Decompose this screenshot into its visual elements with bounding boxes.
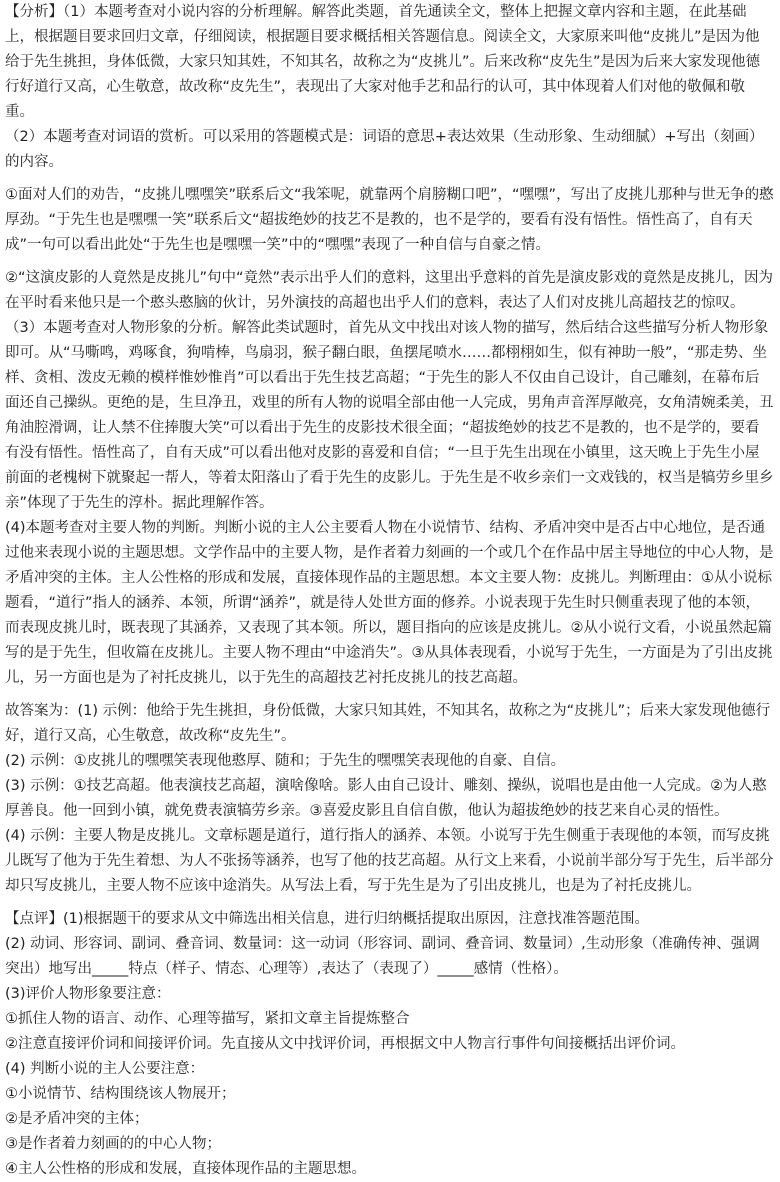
analysis-paragraph-5: （3）本题考查对人物形象的分析。解答此类试题时，首先从文中找出对该人物的描写，然后结合这些描写分析人物形象即可。从“马嘶鸣，鸡啄食，狗啃棒，鸟扇羽，猴子翻白眼，鱼摆尾喷水……都栩栩如生，似有神助一般”，“那走势、坐样、贪相、泼皮无赖的模样惟妙惟肖”可以看出于先生技艺高超；“于先生的影人不仅由自己设计，自己雕刻，在幕布后面还自己操纵。更绝的是，生旦净丑，戏里的所有人物的说唱全部由他一人完成，男角声音浑厚敞亮，女角清婉柔美，丑角油腔滑调，让人禁不住捧腹大笑”可以看出于先生的皮影技术很全面；“超拔绝妙的技艺不是教的，也不是学的，要看有没有悟性。悟性高了，自有天成”可以看出他对皮影的喜爱和自信；“一旦于先生出现在小镇里，这天晚上于先生小屋前面的老槐树下就聚起一帮人，等着太阳落山了看于先生的皮影儿。于先生是不收乡亲们一文戏钱的，权当是犒劳乡里乡亲”体现了于先生的淳朴。据此理解作答。 [5,320,774,511]
section-gap [5,691,774,699]
comment-line-7: ①小说情节、结构围绕该人物展开； [5,1086,236,1102]
comment-line-10: ④主人公性格的形成和发展，直接体现作品的主题思想。 [5,1161,366,1177]
answer-2: (2) 示例：①皮挑儿的嘿嘿笑表现他憨厚、随和；于先生的嘿嘿笑表现他的自豪、自信。 [5,753,566,769]
analysis-section [5,0,774,691]
comment-line-4: ①抓住人物的语言、动作、心理等描写，紧扣文章主旨提炼整合 [5,1011,410,1027]
section-gap [5,899,774,907]
answers-section [5,699,774,899]
answer-3: (3) 示例：①技艺高超。他表演技艺高超，演啥像啥。影人由自己设计、雕刻、操纵，说唱也是由他一人完成。②为人憨厚善良。他一回到小镇，就免费表演犒劳乡亲。③喜爱皮影且自信自傲，他认为超拔绝妙的技艺来自心灵的悟性。 [5,778,767,819]
paragraph-gap [5,258,774,266]
answer-4: (4) 示例：主要人物是皮挑儿。文章标题是道行，道行指人的涵养、本领。小说写于先生侧重于表现他的本领，而写皮挑儿既写了他为于先生着想、为人不张扬等涵养，也写了他的技艺高超。从行文上来看，小说前半部分写于先生，后半部分却只写皮挑儿，主要人物不应该中途消失。从写法上看，写于先生是为了引出皮挑儿，也是为了衬托皮挑儿。 [5,828,774,894]
analysis-paragraph-6: (4)本题考查对主要人物的判断。判断小说的主人公主要看人物在小说情节、结构、矛盾冲突中是否占中心地位，是否通过他来表现小说的主题思想。文学作品中的主要人物，是作者着力刻画的一个或几个在作品中居主导地位的中心人物，是矛盾冲突的主体。主人公性格的形成和发展，直接体现作品的主题思想。本文主要人物：皮挑儿。判断理由：①从小说标题看，“道行”指人的涵养、本领，所谓“涵养”，就是待人处世方面的修养。小说表现于先生时只侧重表现了他的本领，而表现皮挑儿时，既表现了其涵养，又表现了其本领。所以，题目指向的应该是皮挑儿。②从小说行文看，小说虽然起篇写的是于先生，但收篇在皮挑儿。主要人物不理由“中途消失”。③从具体表现看，小说写于先生，一方面是为了引出皮挑儿，另一方面也是为了衬托皮挑儿，以于先生的高超技艺衬托皮挑儿的技艺高超。 [5,520,774,686]
answer-1: 故答案为：(1) 示例：他给于先生挑担，身份低微，大家只知其姓，不知其名，故称之为“皮挑儿”；后来大家发现他德行好，道行又高，心生敬意，故改称“皮先生”。 [5,703,771,744]
comment-line-8: ②是矛盾冲突的主体； [5,1111,149,1127]
comment-line-1: 【点评】(1)根据题干的要求从文中筛选出相关信息，进行归纳概括提取出原因，注意找准答题范围。 [5,911,650,927]
analysis-paragraph-3: ①面对人们的劝告，“皮挑儿嘿嘿笑”联系后文“我笨呢，就靠两个肩膀糊口吧”，“嘿嘿”，写出了皮挑儿那种与世无争的憨厚劲。“于先生也是嘿嘿一笑”联系后文“超拔绝妙的技艺不是教的，也不是学的，要看有没有悟性。悟性高了，自有天成”一句可以看出此处“于先生也是嘿嘿一笑”中的“嘿嘿”表现了一种自信与自豪之情。 [5,187,774,253]
comment-line-3: (3)评价人物形象要注意： [5,986,171,1002]
comment-line-2: (2) 动词、形容词、副词、叠音词、数量词：这一动词（形容词、副词、叠音词、数量词）,生动形象（准确传神、强调突出）地写出_____特点（样子、情态、心理等）,表达了（表现了）_____感情（性格）。 [5,936,760,977]
comment-line-5: ②注意直接评价词和间接评价词。先直接从文中找评价词，再根据文中人物言行事件句间接概括出评价词。 [5,1036,685,1052]
analysis-paragraph-1: 【分析】（1）本题考查对小说内容的分析理解。解答此类题，首先通读全文，整体上把握文章内容和主题，在此基础上，根据题目要求回归文章，仔细阅读，根据题目要求概括相关答题信息。阅读全文，大家原来叫他“皮挑儿”是因为他给于先生挑担，身体低微，大家只知其姓，不知其名，故称之为“皮挑儿”。后来改称“皮先生”是因为后来大家发现他德行好道行又高，心生敬意，故改称“皮先生”，表现出了大家对他手艺和品行的认可，其中体现着人们对他的敬佩和敬重。 [5,4,761,120]
comment-line-9: ③是作者着力刻画的的中心人物； [5,1136,221,1152]
analysis-paragraph-2: （2）本题考查对词语的赏析。可以采用的答题模式是：词语的意思+表达效果（生动形象、生动细腻）+写出（刻画）的内容。 [5,129,764,170]
comment-section [5,907,774,1182]
comment-line-6: (4) 判断小说的主人公要注意： [5,1061,205,1077]
paragraph-gap [5,175,774,183]
analysis-paragraph-4: ②“这演皮影的人竟然是皮挑儿”句中“竟然”表示出乎人们的意料，这里出乎意料的首先是演皮影戏的竟然是皮挑儿，因为在平时看来他只是一个憨头憨脑的伙计，另外演技的高超也出乎人们的意料，表达了人们对皮挑儿高超技艺的惊叹。 [5,270,774,311]
